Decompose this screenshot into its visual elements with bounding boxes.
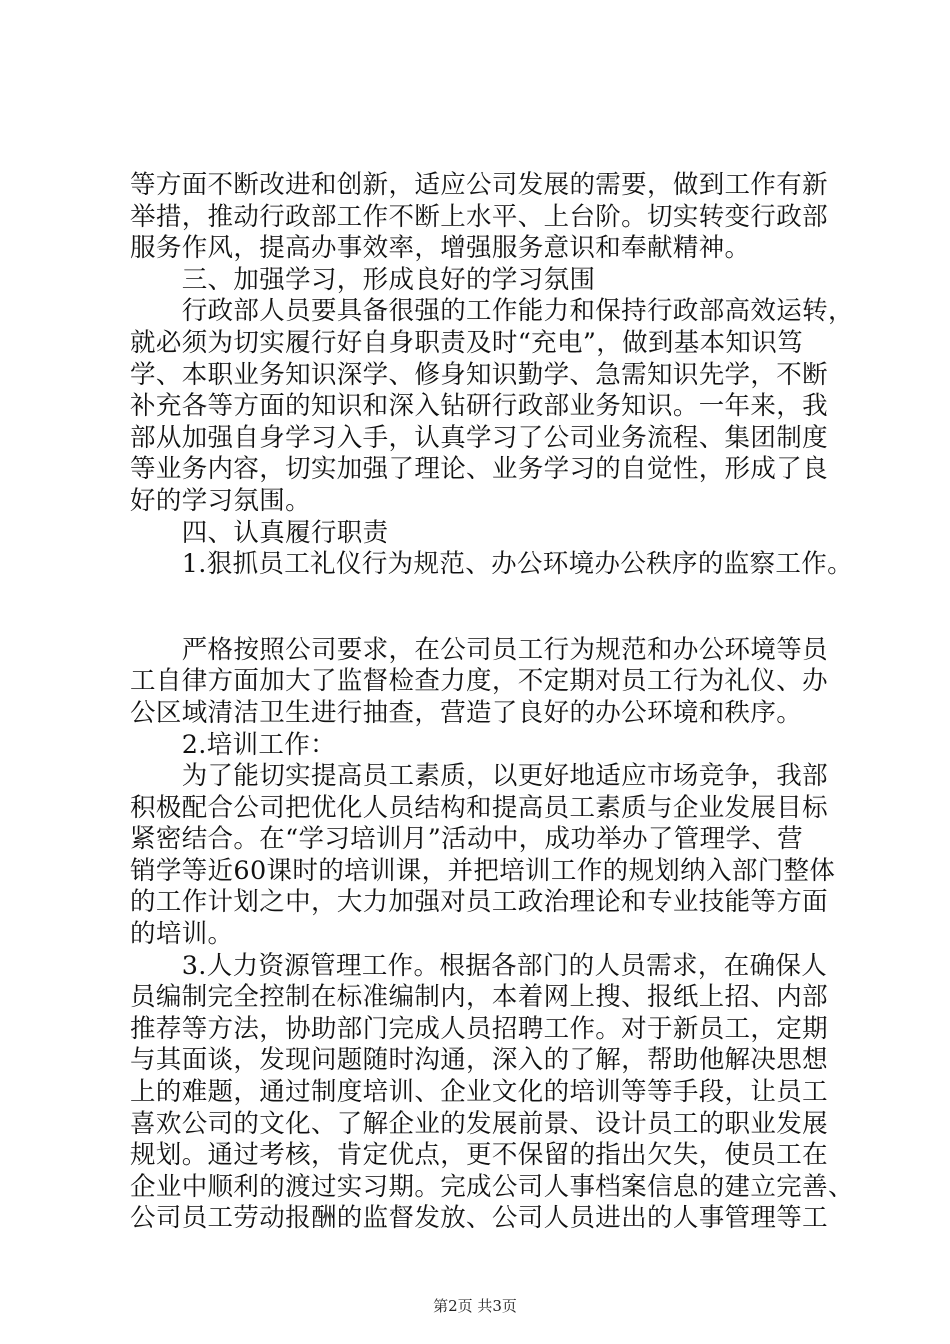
text-line: 的培训。 [130, 919, 234, 950]
text-line: 的工作计划之中，大力加强对员工政治理论和专业技能等方面 [130, 887, 828, 918]
text-line: 员编制完全控制在标准编制内，本着网上搜、报纸上招、内部 [130, 982, 828, 1013]
text-line: 严格按照公司要求，在公司员工行为规范和办公环境等员 [130, 634, 828, 665]
document-body [130, 170, 854, 1235]
page-footer [0, 1297, 950, 1315]
text-line: 补充各等方面的知识和深入钻研行政部业务知识。一年来，我 [130, 391, 828, 422]
text-line: 推荐等方法，协助部门完成人员招聘工作。对于新员工，定期 [130, 1013, 828, 1044]
text-line: 行政部人员要具备很强的工作能力和保持行政部高效运转， [130, 296, 854, 327]
text-line: 规划。通过考核，肯定优点，更不保留的指出欠失，使员工在 [130, 1140, 828, 1171]
text-line: 工自律方面加大了监督检查力度，不定期对员工行为礼仪、办 [130, 666, 828, 697]
text-line: 为了能切实提高员工素质，以更好地适应市场竞争，我部 [130, 761, 828, 792]
text-line: 服务作风，提高办事效率，增强服务意识和奉献精神。 [130, 233, 751, 264]
text-line: 3.人力资源管理工作。根据各部门的人员需求，在确保人 [130, 950, 828, 981]
text-line: 好的学习氛围。 [130, 485, 311, 516]
paragraph-gap [130, 581, 830, 635]
text-line: 上的难题，通过制度培训、企业文化的培训等等手段，让员工 [130, 1077, 828, 1108]
text-line: 喜欢公司的文化、了解企业的发展前景、设计员工的职业发展 [130, 1108, 828, 1139]
subsection-heading: 2.培训工作： [130, 729, 336, 760]
section-heading: 四、认真履行职责 [130, 517, 389, 548]
text-line: 紧密结合。在“学习培训月”活动中，成功举办了管理学、营 [130, 824, 804, 855]
subsection-heading: 1.狠抓员工礼仪行为规范、办公环境办公秩序的监察工作。 [130, 549, 853, 580]
text-line: 举措，推动行政部工作不断上水平、上台阶。切实转变行政部 [130, 201, 828, 232]
text-line: 等业务内容，切实加强了理论、业务学习的自觉性，形成了良 [130, 454, 828, 485]
text-line: 部从加强自身学习入手，认真学习了公司业务流程、集团制度 [130, 422, 828, 453]
text-line: 企业中顺利的渡过实习期。完成公司人事档案信息的建立完善、 [130, 1171, 854, 1202]
text-line: 公司员工劳动报酬的监督发放、公司人员进出的人事管理等工 [130, 1203, 828, 1234]
text-line: 与其面谈，发现问题随时沟通，深入的了解，帮助他解决思想 [130, 1045, 828, 1076]
text-line: 公区域清洁卫生进行抽查，营造了良好的办公环境和秩序。 [130, 697, 803, 728]
section-heading: 三、加强学习，形成良好的学习氛围 [130, 264, 596, 295]
text-line: 学、本职业务知识深学、修身知识勤学、急需知识先学，不断 [130, 359, 828, 390]
text-line: 等方面不断改进和创新，适应公司发展的需要，做到工作有新 [130, 170, 828, 200]
text-line: 就必须为切实履行好自身职责及时“充电”，做到基本知识笃 [130, 327, 804, 358]
text-line: 积极配合公司把优化人员结构和提高员工素质与企业发展目标 [130, 792, 828, 823]
page-number-label: 第2页 共3页 [433, 1297, 517, 1315]
text-line: 销学等近60课时的培训课，并把培训工作的规划纳入部门整体 [130, 855, 836, 886]
